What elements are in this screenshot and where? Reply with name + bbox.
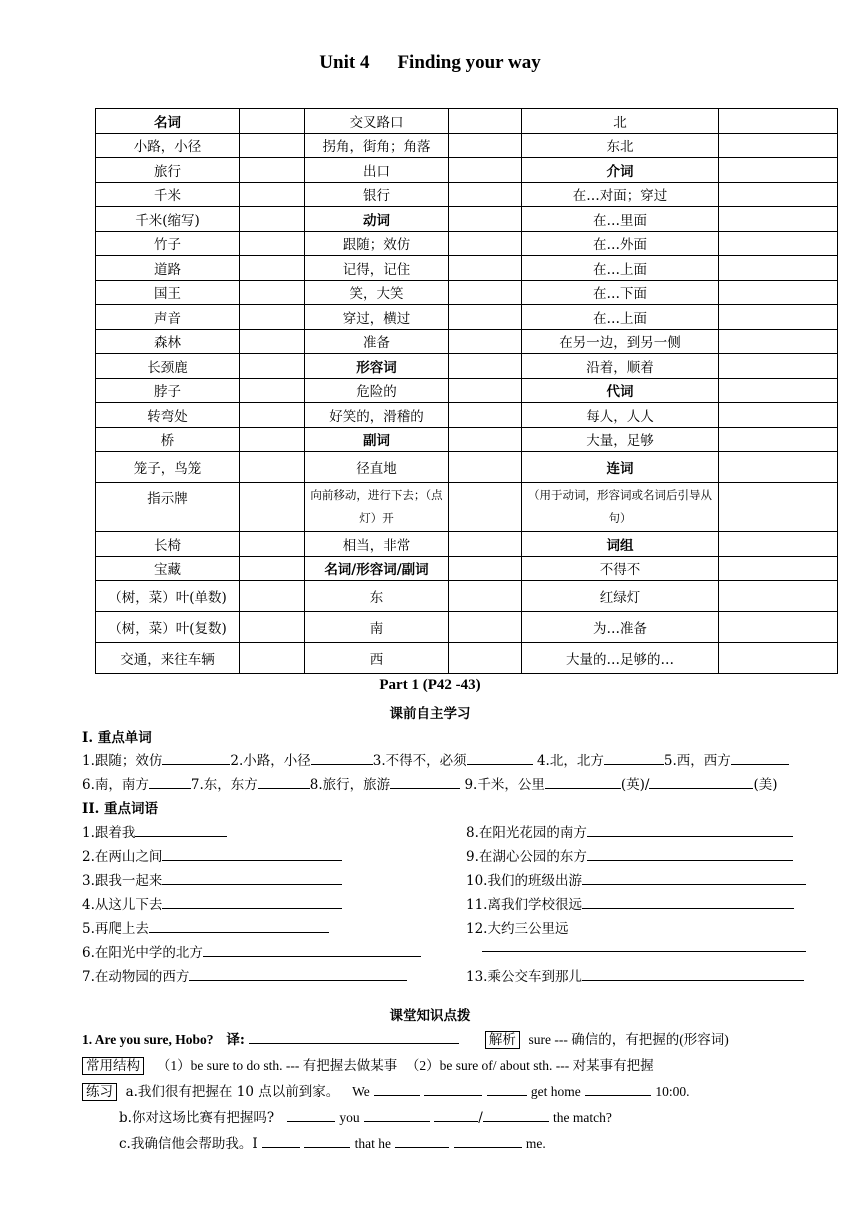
vocab-row: [96, 532, 838, 557]
vocab-answer-cell[interactable]: [240, 532, 305, 557]
vocab-term: 国王: [96, 280, 240, 305]
vocab-term: 南: [305, 612, 449, 643]
vocab-answer-cell[interactable]: [240, 231, 305, 256]
vocab-row: [96, 581, 838, 612]
analysis-box: 解析: [485, 1031, 520, 1049]
vocab-term: 长颈鹿: [96, 354, 240, 379]
phrase-item: 10.我们的班级出游: [466, 869, 806, 889]
phrase-item: 3.跟我一起来: [82, 869, 342, 889]
vocab-term: 北: [522, 109, 719, 134]
vocab-answer-cell[interactable]: [449, 182, 522, 207]
vocab-term: 在…对面；穿过: [522, 182, 719, 207]
practice-a-line: 练习 a.我们很有把握在 10 点以前到家。 We get home 10:00.: [82, 1080, 690, 1100]
vocab-answer-cell[interactable]: [719, 207, 838, 232]
vocab-row: [96, 280, 838, 305]
vocab-answer-cell[interactable]: [449, 556, 522, 581]
phrase-item: 8.在阳光花园的南方: [466, 821, 793, 841]
vocab-answer-cell[interactable]: [240, 612, 305, 643]
vocab-answer-cell[interactable]: [449, 452, 522, 483]
unit-number: Unit 4: [319, 52, 370, 73]
vocab-term: 旅行: [96, 158, 240, 183]
vocab-answer-cell[interactable]: [719, 378, 838, 403]
vocab-term: 森林: [96, 329, 240, 354]
vocab-row: [96, 427, 838, 452]
vocab-answer-cell[interactable]: [240, 207, 305, 232]
phrase-item: 4.从这儿下去: [82, 893, 342, 913]
vocab-answer-cell[interactable]: [719, 329, 838, 354]
vocab-answer-cell[interactable]: [719, 403, 838, 428]
vocab-answer-cell[interactable]: [719, 643, 838, 674]
vocab-row: [96, 133, 838, 158]
vocab-term: 沿着，顺着: [522, 354, 719, 379]
vocab-term: 红绿灯: [522, 581, 719, 612]
unit-name: Finding your way: [397, 52, 541, 73]
vocab-row: [96, 378, 838, 403]
vocab-answer-cell[interactable]: [719, 612, 838, 643]
vocab-term: 脖子: [96, 378, 240, 403]
vocab-answer-cell[interactable]: [449, 109, 522, 134]
vocab-term: 竹子: [96, 231, 240, 256]
vocab-term: 在…外面: [522, 231, 719, 256]
vocab-term: 千米(缩写): [96, 207, 240, 232]
vocab-term: 词组: [522, 532, 719, 557]
vocab-term: 东: [305, 581, 449, 612]
class-title: 课堂知识点拨: [389, 1008, 471, 1024]
vocab-answer-cell[interactable]: [449, 329, 522, 354]
phrase-item: 9.在湖心公园的东方: [466, 845, 793, 865]
vocab-row: [96, 256, 838, 281]
vocab-term: 千米: [96, 182, 240, 207]
vocab-term: 交叉路口: [305, 109, 449, 134]
vocab-term: 拐角，街角；角落: [305, 133, 449, 158]
vocab-term: 小路，小径: [96, 133, 240, 158]
vocab-row: [96, 452, 838, 483]
practice-b-line: b.你对这场比赛有把握吗? you / the match?: [119, 1106, 612, 1126]
vocab-term: 出口: [305, 158, 449, 183]
vocab-answer-cell[interactable]: [719, 133, 838, 158]
vocab-answer-cell[interactable]: [240, 354, 305, 379]
vocab-term: 桥: [96, 427, 240, 452]
vocab-row: [96, 305, 838, 330]
vocab-row: [96, 109, 838, 134]
phrase-item: 13.乘公交车到那儿: [466, 965, 804, 985]
vocab-row: [96, 231, 838, 256]
vocab-answer-cell[interactable]: [449, 403, 522, 428]
vocab-answer-cell[interactable]: [719, 305, 838, 330]
practice-c-line: c.我确信他会帮助我。I that he me.: [119, 1132, 546, 1152]
structure-box: 常用结构: [82, 1057, 144, 1075]
vocab-answer-cell[interactable]: [240, 556, 305, 581]
phrase-item: 11.离我们学校很远: [466, 893, 794, 913]
vocab-term: 名词/形容词/副词: [305, 556, 449, 581]
vocab-answer-cell[interactable]: [240, 182, 305, 207]
vocab-answer-cell[interactable]: [240, 581, 305, 612]
vocab-term: 东北: [522, 133, 719, 158]
vocab-answer-cell[interactable]: [449, 133, 522, 158]
vocab-term: 笑，大笑: [305, 280, 449, 305]
vocab-term: 形容词: [305, 354, 449, 379]
vocab-answer-cell[interactable]: [719, 280, 838, 305]
vocab-term: 为…准备: [522, 612, 719, 643]
vocab-answer-cell[interactable]: [449, 378, 522, 403]
vocab-answer-cell[interactable]: [719, 581, 838, 612]
vocab-answer-cell[interactable]: [449, 256, 522, 281]
structure-line: 常用结构 （1）be sure to do sth. --- 有把握去做某事 （2）be sure of/ about sth. --- 对某事有把握: [82, 1054, 654, 1074]
practice-box: 练习: [82, 1083, 117, 1101]
phrase-item: 1.跟着我: [82, 821, 227, 841]
vocab-answer-cell[interactable]: [449, 231, 522, 256]
vocab-term: （用于动词，形容词或名词后引导从句）: [522, 483, 719, 532]
preview-title: 课前自主学习: [389, 706, 471, 722]
phrase-item: 5.再爬上去: [82, 917, 329, 937]
vocab-answer-cell[interactable]: [719, 354, 838, 379]
vocab-term: 声音: [96, 305, 240, 330]
vocab-answer-cell[interactable]: [449, 532, 522, 557]
vocab-term: 穿过，横过: [305, 305, 449, 330]
vocab-term: 动词: [305, 207, 449, 232]
vocab-term: 不得不: [522, 556, 719, 581]
phrase-item: 12.大约三公里远: [466, 921, 569, 937]
vocab-row: [96, 207, 838, 232]
vocab-answer-cell[interactable]: [449, 354, 522, 379]
vocab-term: 向前移动，进行下去；（点灯）开: [305, 483, 449, 532]
vocab-term: 道路: [96, 256, 240, 281]
vocab-term: 指示牌: [96, 483, 240, 532]
vocab-answer-cell[interactable]: [240, 378, 305, 403]
vocab-term: 代词: [522, 378, 719, 403]
vocab-answer-cell[interactable]: [240, 133, 305, 158]
vocab-term: 准备: [305, 329, 449, 354]
vocab-term: 在…上面: [522, 305, 719, 330]
vocab-row: [96, 403, 838, 428]
vocab-term: 在…上面: [522, 256, 719, 281]
vocab-answer-cell[interactable]: [240, 427, 305, 452]
vocab-term: 在…里面: [522, 207, 719, 232]
part-title: Part 1 (P42 -43): [379, 677, 481, 693]
vocab-term: 长椅: [96, 532, 240, 557]
vocab-term: 银行: [305, 182, 449, 207]
vocab-answer-cell[interactable]: [240, 280, 305, 305]
vocab-term: 副词: [305, 427, 449, 452]
section2-heading: II. 重点词语: [82, 801, 159, 817]
point1-line: 1. Are you sure, Hobo? 译: 解析 sure --- 确信的，有把握的(形容词): [82, 1028, 729, 1048]
vocab-answer-cell[interactable]: [240, 403, 305, 428]
vocab-row: [96, 643, 838, 674]
phrase-item: 7.在动物园的西方: [82, 965, 407, 985]
vocab-answer-cell[interactable]: [719, 532, 838, 557]
vocab-answer-cell[interactable]: [449, 158, 522, 183]
vocab-answer-cell[interactable]: [719, 427, 838, 452]
vocab-answer-cell[interactable]: [449, 483, 522, 532]
vocab-term: （树，菜）叶(单数): [96, 581, 240, 612]
vocab-answer-cell[interactable]: [240, 256, 305, 281]
vocab-answer-cell[interactable]: [449, 612, 522, 643]
vocab-answer-cell[interactable]: [240, 305, 305, 330]
words-line-2: 6.南，南方 7.东，东方 8.旅行，旅游 9.千米，公里 (英)/ (美): [82, 773, 778, 793]
vocab-term: 西: [305, 643, 449, 674]
vocab-row: [96, 158, 838, 183]
vocab-row: [96, 612, 838, 643]
vocab-answer-cell[interactable]: [449, 643, 522, 674]
vocab-answer-cell[interactable]: [719, 452, 838, 483]
vocab-term: 转弯处: [96, 403, 240, 428]
vocab-term: 记得，记住: [305, 256, 449, 281]
vocab-row: [96, 556, 838, 581]
vocab-answer-cell[interactable]: [449, 207, 522, 232]
vocab-row: [96, 329, 838, 354]
vocab-row: [96, 182, 838, 207]
vocab-term: 介词: [522, 158, 719, 183]
phrase-12-answer-line: [482, 937, 806, 956]
vocabulary-table: [95, 108, 838, 674]
vocab-answer-cell[interactable]: [719, 182, 838, 207]
vocab-answer-cell[interactable]: [449, 427, 522, 452]
vocab-term: 宝藏: [96, 556, 240, 581]
vocab-term: 在…下面: [522, 280, 719, 305]
vocab-row: [96, 354, 838, 379]
vocab-term: 名词: [96, 109, 240, 134]
vocab-answer-cell[interactable]: [719, 556, 838, 581]
vocab-answer-cell[interactable]: [240, 158, 305, 183]
vocab-term: 连词: [522, 452, 719, 483]
words-line-1: 1.跟随；效仿 2.小路，小径 3.不得不，必须 4.北，北方 5.西，西方: [82, 749, 789, 769]
vocab-term: 径直地: [305, 452, 449, 483]
phrase-item: 2.在两山之间: [82, 845, 342, 865]
vocab-answer-cell[interactable]: [240, 483, 305, 532]
vocab-answer-cell[interactable]: [240, 109, 305, 134]
vocab-term: 大量的…足够的…: [522, 643, 719, 674]
vocab-answer-cell[interactable]: [719, 256, 838, 281]
phrase-item: 6.在阳光中学的北方: [82, 941, 421, 961]
vocab-term: 每人，人人: [522, 403, 719, 428]
vocab-answer-cell[interactable]: [719, 231, 838, 256]
vocab-term: 在另一边，到另一侧: [522, 329, 719, 354]
vocab-answer-cell[interactable]: [240, 643, 305, 674]
vocab-answer-cell[interactable]: [449, 581, 522, 612]
page-title: [0, 52, 860, 74]
vocab-answer-cell[interactable]: [449, 305, 522, 330]
vocab-term: （树，菜）叶(复数): [96, 612, 240, 643]
vocab-term: 笼子，鸟笼: [96, 452, 240, 483]
vocab-term: 交通，来往车辆: [96, 643, 240, 674]
vocab-answer-cell[interactable]: [719, 483, 838, 532]
vocab-term: 大量，足够: [522, 427, 719, 452]
vocab-term: 相当，非常: [305, 532, 449, 557]
vocab-answer-cell[interactable]: [240, 452, 305, 483]
vocab-answer-cell[interactable]: [240, 329, 305, 354]
vocab-answer-cell[interactable]: [449, 280, 522, 305]
vocab-row: [96, 483, 838, 532]
vocab-term: 危险的: [305, 378, 449, 403]
vocab-answer-cell[interactable]: [719, 109, 838, 134]
vocab-term: 好笑的，滑稽的: [305, 403, 449, 428]
section1-heading: I. 重点单词: [82, 730, 152, 746]
vocab-answer-cell[interactable]: [719, 158, 838, 183]
vocab-term: 跟随；效仿: [305, 231, 449, 256]
